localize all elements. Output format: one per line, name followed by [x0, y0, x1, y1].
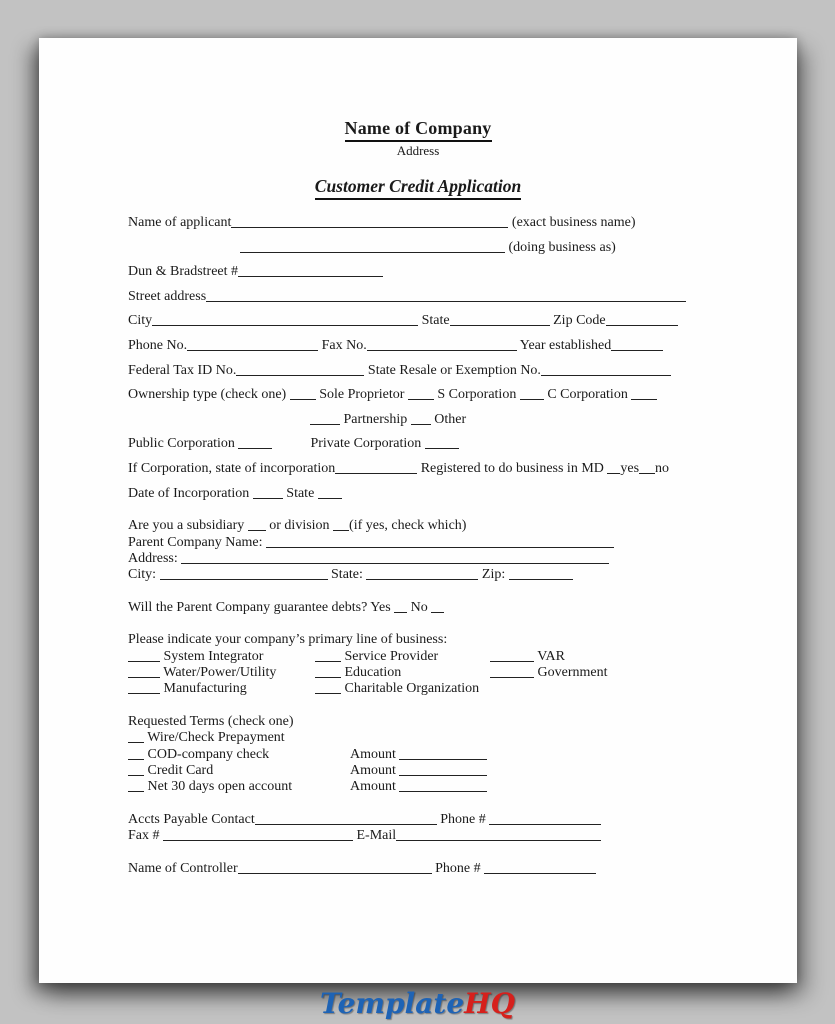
ownership-type-line-fill-blank	[631, 388, 657, 400]
date-of-incorporation-line-fill-blank	[318, 486, 342, 498]
date-of-incorporation-line	[128, 482, 705, 507]
terms-row-2-cell	[128, 747, 350, 763]
business-row-3-fill-blank	[315, 682, 341, 694]
ownership-type-line-label: Ownership type (check one)	[128, 387, 290, 403]
business-row-2-cell	[490, 665, 690, 681]
doing-business-as-line-spacer	[128, 250, 240, 251]
city-state-zip-line-fill-blank	[450, 314, 550, 326]
ownership-type-line-2-label: Partnership	[340, 411, 411, 427]
business-row-2-fill-blank	[490, 666, 534, 678]
terms-row-3-fill-blank	[399, 764, 487, 776]
business-row-1-fill-blank	[315, 649, 341, 661]
terms-row-4-fill-blank	[399, 780, 487, 792]
ownership-type-line-label: S Corporation	[433, 387, 520, 403]
phone-fax-year-line-fill-blank	[611, 339, 663, 351]
phone-fax-year-line	[128, 334, 705, 359]
business-row-3	[128, 681, 705, 697]
corporation-visibility-line-spacer	[272, 446, 310, 447]
phone-fax-year-line-fill-blank	[187, 339, 318, 351]
doing-business-as-line-fill-blank	[240, 240, 505, 252]
controller-line	[128, 861, 705, 877]
terms-row-1	[128, 730, 705, 746]
document-header	[39, 38, 797, 197]
business-row-1-fill-blank	[128, 649, 160, 661]
city-state-zip-line-label: Zip Code	[549, 313, 606, 329]
terms-row-4-fill-blank	[128, 780, 144, 792]
ownership-type-line-label: Sole Proprietor	[315, 387, 408, 403]
terms-row-2-fill-blank	[399, 747, 487, 759]
city-state-zip-line-fill-blank	[606, 314, 678, 326]
business-row-2-fill-blank	[315, 666, 341, 678]
doing-business-as-line	[128, 236, 705, 261]
phone-fax-year-line-label: Year established	[516, 337, 612, 353]
guarantee-debts-line-fill-blank	[394, 601, 407, 613]
business-row-3-fill-blank	[128, 682, 160, 694]
accts-payable-line-label: Phone #	[436, 811, 490, 827]
state-of-incorporation-line-fill-blank	[607, 462, 620, 474]
date-of-incorporation-line-label: State	[282, 485, 318, 501]
parent-city-state-zip-line-label: City:	[128, 567, 160, 583]
terms-row-4-cell	[128, 779, 350, 795]
form-title	[39, 176, 797, 197]
business-row-1-cell	[490, 649, 690, 665]
ownership-type-line-2-spacer	[128, 422, 310, 423]
parent-company-name-line-fill-blank	[266, 535, 614, 547]
business-row-2-cell	[128, 665, 315, 681]
fax-email-line-label: E-Mail	[353, 828, 397, 844]
accts-payable-line-label: Accts Payable Contact	[128, 811, 255, 827]
business-row-2-label: Water/Power/Utility	[160, 664, 277, 680]
accts-payable-line-fill-blank	[489, 813, 601, 825]
applicant-name-line-label: Name of applicant	[128, 215, 232, 230]
subsidiary-line-fill-blank	[248, 519, 266, 531]
guarantee-debts-line	[128, 600, 705, 616]
business-row-1-label: System Integrator	[160, 648, 264, 664]
federal-tax-line-label: Federal Tax ID No.	[128, 362, 237, 378]
subsidiary-line-label: (if yes, check which)	[349, 518, 467, 534]
subsidiary-line-fill-blank	[333, 519, 349, 531]
business-row-2-label: Education	[341, 664, 402, 680]
parent-city-state-zip-line-fill-blank	[509, 568, 573, 580]
state-of-incorporation-line-label: If Corporation, state of incorporation	[128, 460, 336, 476]
federal-tax-line-fill-blank	[236, 363, 364, 375]
street-address-line	[128, 285, 705, 310]
state-of-incorporation-line-label: yes	[620, 460, 640, 476]
corporation-visibility-line-fill-blank	[238, 437, 272, 449]
subsidiary-line-label: Are you a subsidiary	[128, 518, 248, 534]
brand-logo-hq: HQ	[464, 987, 516, 1020]
business-row-2-fill-blank	[128, 666, 160, 678]
city-state-zip-line-fill-blank	[152, 314, 418, 326]
doing-business-as-line-label: (doing business as)	[505, 239, 616, 255]
state-of-incorporation-line-label: Registered to do business in MD	[417, 460, 608, 476]
corporation-visibility-line-label: Public Corporation	[128, 436, 239, 452]
controller-line-fill-blank	[484, 861, 596, 873]
ownership-type-line-2-label: Other	[430, 411, 467, 427]
dun-bradstreet-line-label: Dun & Bradstreet #	[128, 264, 239, 280]
dun-bradstreet-line	[128, 260, 705, 285]
accts-payable-line	[128, 812, 705, 828]
applicant-name-line-label: (exact business name)	[508, 215, 636, 230]
business-row-1-label: Service Provider	[341, 648, 439, 664]
ownership-type-line-fill-blank	[290, 388, 316, 400]
controller-line-label: Phone #	[431, 860, 485, 876]
applicant-name-line	[128, 211, 705, 236]
state-of-incorporation-line-label: no	[655, 460, 670, 476]
city-state-zip-line-label: City	[128, 313, 153, 329]
brand-footer	[0, 987, 835, 1021]
brand-logo-template: Template	[319, 987, 465, 1020]
company-address: Address	[396, 143, 440, 158]
form-title-text: Customer Credit Application	[315, 176, 521, 200]
business-row-1	[128, 649, 705, 665]
city-state-zip-line	[128, 309, 705, 334]
terms-row-3	[128, 763, 705, 779]
terms-row-3-cell	[128, 763, 350, 779]
parent-company-name-line-label: Parent Company Name:	[128, 534, 267, 550]
state-of-incorporation-line-fill-blank	[335, 462, 417, 474]
parent-city-state-zip-line-label: Zip:	[478, 567, 509, 583]
ownership-type-line-fill-blank	[520, 388, 544, 400]
terms-row-2	[128, 747, 705, 763]
terms-row-1-label: Wire/Check Prepayment	[144, 730, 285, 746]
business-row-3-cell	[128, 681, 315, 697]
dun-bradstreet-line-fill-blank	[238, 265, 383, 277]
state-of-incorporation-line	[128, 457, 705, 482]
corporation-visibility-line-fill-blank	[425, 437, 459, 449]
date-of-incorporation-line-label: Date of Incorporation	[128, 485, 253, 501]
requested-terms-header	[128, 714, 705, 730]
date-of-incorporation-line-fill-blank	[253, 486, 283, 498]
terms-row-4-label: Net 30 days open account	[144, 779, 293, 795]
guarantee-debts-line-label: No	[407, 599, 432, 615]
phone-fax-year-line-label: Fax No.	[318, 337, 367, 353]
fax-email-line-fill-blank	[163, 829, 353, 841]
terms-row-3-fill-blank	[128, 764, 144, 776]
street-address-line-fill-blank	[206, 290, 686, 302]
terms-row-4	[128, 779, 705, 795]
document-page	[39, 38, 797, 983]
terms-row-2-label: Amount	[350, 746, 400, 762]
accts-payable-line-fill-blank	[255, 813, 437, 825]
ownership-type-line-2	[128, 408, 705, 433]
parent-city-state-zip-line	[128, 567, 705, 583]
business-row-1-label: VAR	[534, 648, 566, 664]
parent-address-line-label: Address:	[128, 550, 182, 566]
business-row-2	[128, 665, 705, 681]
guarantee-debts-line-fill-blank	[431, 601, 444, 613]
corporation-visibility-line-label: Private Corporation	[310, 436, 425, 452]
company-name-title	[39, 118, 797, 139]
business-row-2-cell	[315, 665, 490, 681]
phone-fax-year-line-fill-blank	[367, 339, 517, 351]
form-lines	[128, 211, 705, 877]
street-address-line-label: Street address	[128, 288, 207, 304]
terms-row-2-label: COD-company check	[144, 746, 270, 762]
terms-row-4-label: Amount	[350, 779, 400, 795]
business-row-2-label: Government	[534, 664, 608, 680]
business-row-1-fill-blank	[490, 649, 534, 661]
phone-fax-year-line-label: Phone No.	[128, 337, 188, 353]
company-name-text: Name of Company	[345, 118, 492, 142]
requested-terms-header-label: Requested Terms (check one)	[128, 713, 294, 729]
business-row-1-cell	[315, 649, 490, 665]
ownership-type-line-2-fill-blank	[310, 413, 340, 425]
corporation-visibility-line	[128, 432, 705, 457]
federal-tax-line-label: State Resale or Exemption No.	[364, 362, 541, 378]
fax-email-line-label: Fax #	[128, 828, 163, 844]
parent-city-state-zip-line-fill-blank	[160, 568, 328, 580]
fax-email-line-fill-blank	[396, 829, 601, 841]
business-row-3-cell	[315, 681, 490, 697]
federal-tax-line	[128, 359, 705, 384]
line-of-business-header	[128, 632, 705, 648]
terms-row-3-label: Amount	[350, 763, 400, 778]
subsidiary-line-label: or division	[265, 518, 334, 534]
controller-line-fill-blank	[238, 861, 432, 873]
terms-row-2-fill-blank	[128, 747, 144, 759]
line-of-business-header-label: Please indicate your company’s primary line of business:	[128, 632, 448, 648]
parent-company-name-line	[128, 535, 705, 551]
applicant-name-line-fill-blank	[231, 216, 508, 228]
terms-row-3-label: Credit Card	[144, 763, 214, 778]
ownership-type-line	[128, 383, 705, 408]
business-row-1-cell	[128, 649, 315, 665]
business-row-3-label: Manufacturing	[160, 681, 247, 697]
fax-email-line	[128, 828, 705, 844]
ownership-type-line-2-fill-blank	[411, 413, 431, 425]
guarantee-debts-line-label: Will the Parent Company guarantee debts? Yes	[128, 599, 395, 615]
city-state-zip-line-label: State	[418, 313, 450, 329]
ownership-type-line-label: C Corporation	[543, 387, 632, 403]
controller-line-label: Name of Controller	[128, 860, 238, 876]
parent-city-state-zip-line-fill-blank	[366, 568, 478, 580]
terms-row-1-fill-blank	[128, 731, 144, 743]
ownership-type-line-fill-blank	[408, 388, 434, 400]
parent-address-line-fill-blank	[181, 552, 609, 564]
parent-city-state-zip-line-label: State:	[327, 567, 367, 583]
federal-tax-line-fill-blank	[541, 363, 671, 375]
subsidiary-line	[128, 518, 705, 534]
state-of-incorporation-line-fill-blank	[639, 462, 655, 474]
business-row-3-label: Charitable Organization	[341, 681, 480, 697]
parent-address-line	[128, 551, 705, 567]
